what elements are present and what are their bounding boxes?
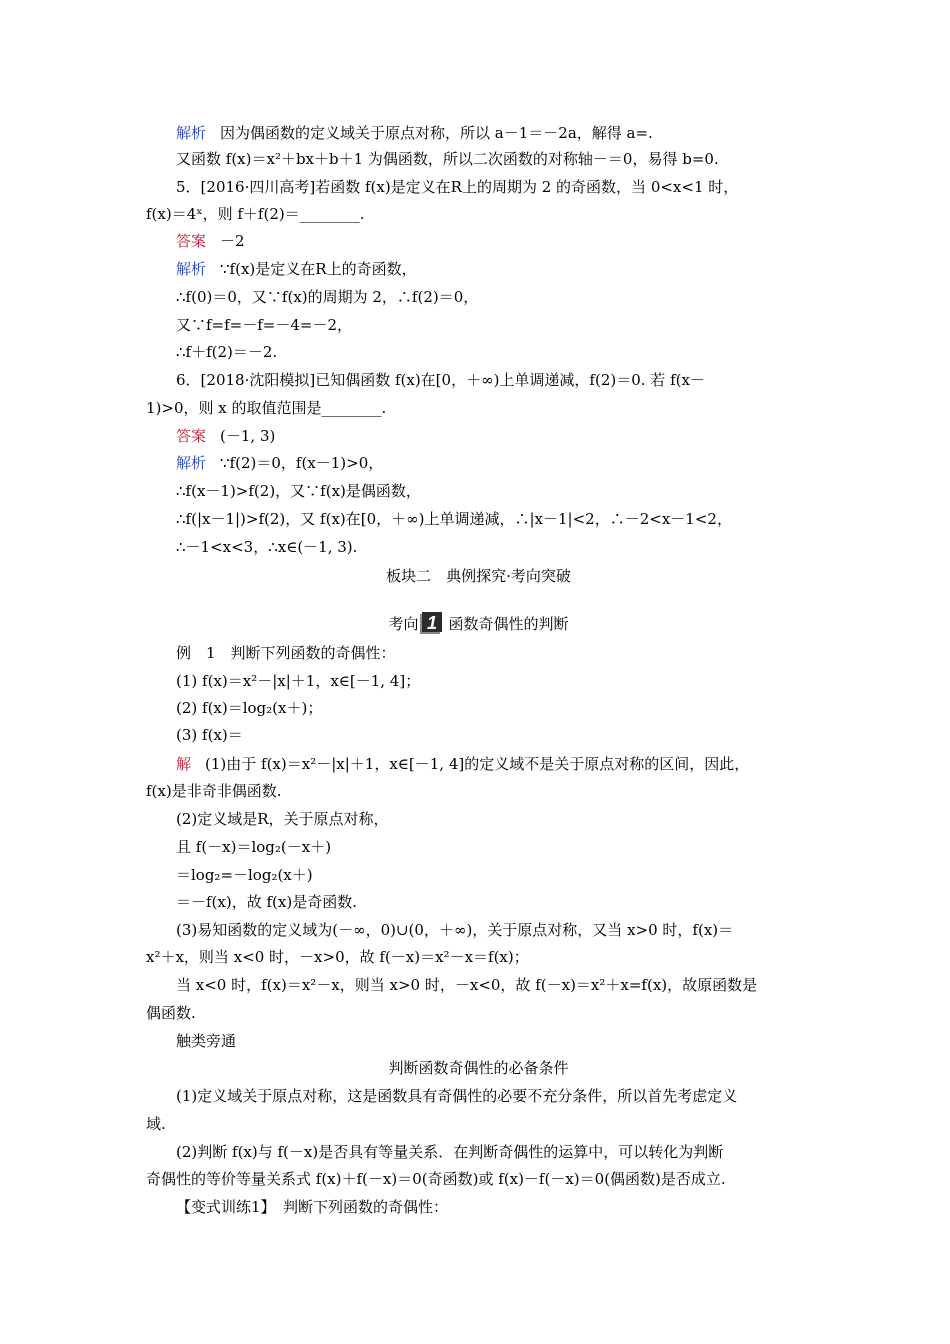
analysis-5-line-2: ∴f(0)＝0，又∵f(x)的周期为 2，∴f(2)＝0， (176, 288, 479, 306)
answer-6: 答案 (－1, 3) (176, 427, 276, 445)
section-heading: 板块二 典例探究·考向突破 (386, 567, 571, 585)
line-2: 又函数 f(x)＝x²＋bx＋b＋1 为偶函数，所以二次函数的对称轴－＝0，易得 b=0. (176, 150, 719, 168)
analysis-6-line-2: ∴f(x－1)>f(2)，又∵f(x)是偶函数， (176, 482, 421, 500)
solution-line-8: x²＋x，则当 x<0 时，－x>0，故 f(－x)＝x²－x＝f(x)； (146, 948, 529, 966)
analysis-5-line-4: ∴f＋f(2)＝－2. (176, 343, 278, 361)
variant-training-heading: 【变式训练1】 判断下列函数的奇偶性： (176, 1198, 449, 1216)
number-one-badge-icon (419, 611, 443, 635)
solution-line-6: ＝－f(x)，故 f(x)是奇函数. (176, 893, 357, 911)
analysis-5-line-1: 解析 ∵f(x)是定义在R上的奇函数， (176, 260, 417, 278)
tip-line-1: (1)定义域关于原点对称，这是函数具有奇偶性的必要不充分条件，所以首先考虑定义 (176, 1087, 738, 1105)
example-1-item-3: (3) f(x)＝ (176, 726, 243, 744)
tip-line-3: (2)判断 f(x)与 f(－x)是否具有等量关系．在判断奇偶性的运算中，可以转化为判断 (176, 1143, 724, 1161)
line-1: 解析 因为偶函数的定义域关于原点对称，所以 a－1＝－2a，解得 a=. (176, 124, 653, 142)
solution-line-1: 解 (1)由于 f(x)＝x²－|x|＋1，x∈[－1, 4]的定义域不是关于原点对称的区间，因此， (176, 755, 750, 773)
answer-5: 答案 －2 (176, 232, 245, 250)
topic-title: 函数奇偶性的判断 (448, 615, 569, 633)
analysis-label: 解析 (176, 260, 207, 278)
solution-line-3: (2)定义域是R，关于原点对称， (176, 810, 389, 828)
example-1-item-1: (1) f(x)＝x²－|x|＋1，x∈[－1, 4]； (176, 672, 421, 690)
answer-label: 答案 (176, 232, 207, 250)
problem-6-line-2: 1)>0，则 x 的取值范围是________. (146, 399, 387, 417)
analysis-6-line-3: ∴f(|x－1|)>f(2)，又 f(x)在[0，＋∞)上单调递减，∴|x－1|<2，∴－2<x－1<2， (176, 510, 732, 528)
tip-line-2: 域. (146, 1115, 166, 1133)
problem-6-line-1: 6．[2018·沈阳模拟]已知偶函数 f(x)在[0，＋∞)上单调递减，f(2)＝0. 若 f(x－ (176, 371, 705, 389)
topic-label: 考向 (388, 615, 419, 633)
analysis-5-line-3: 又∵f=f=－f=－4=－2， (176, 316, 353, 334)
answer-label: 答案 (176, 427, 207, 445)
tip-title: 判断函数奇偶性的必备条件 (388, 1059, 569, 1077)
problem-5-line-1: 5．[2016·四川高考]若函数 f(x)是定义在R上的周期为 2 的奇函数，当 0<x<1 时， (176, 178, 739, 196)
example-1-item-2: (2) f(x)＝log₂(x＋)； (176, 699, 323, 717)
solution-line-5: ＝log₂=－log₂(x＋) (176, 866, 313, 884)
tip-heading: 触类旁通 (176, 1032, 237, 1050)
analysis-6-line-1: 解析 ∵f(2)＝0，f(x－1)>0， (176, 454, 384, 472)
analysis-label: 解析 (176, 454, 207, 472)
topic-heading (146, 611, 811, 633)
solution-line-4: 且 f(－x)＝log₂(－x＋) (176, 838, 332, 856)
svg-text:1: 1 (426, 613, 437, 633)
solution-line-7: (3)易知函数的定义域为(－∞，0)∪(0，＋∞)，关于原点对称，又当 x>0 时，f(x)＝ (176, 921, 734, 939)
solution-line-2: f(x)是非奇非偶函数. (146, 782, 282, 800)
problem-5-line-2: f(x)＝4ˣ，则 f＋f(2)＝________. (146, 205, 365, 223)
tip-line-4: 奇偶性的等价等量关系式 f(x)＋f(－x)＝0(奇函数)或 f(x)－f(－x)＝0(偶函数)是否成立. (146, 1170, 726, 1188)
example-1-title: 例 1 判断下列函数的奇偶性： (176, 644, 396, 662)
solution-line-10: 偶函数. (146, 1004, 196, 1022)
analysis-6-line-4: ∴－1<x<3，∴x∈(－1, 3). (176, 538, 358, 556)
solution-line-9: 当 x<0 时，f(x)＝x²－x，则当 x>0 时，－x<0，故 f(－x)＝x²＋x=f(x)，故原函数是 (176, 976, 758, 994)
analysis-label: 解析 (176, 124, 207, 142)
solution-label: 解 (176, 755, 192, 773)
